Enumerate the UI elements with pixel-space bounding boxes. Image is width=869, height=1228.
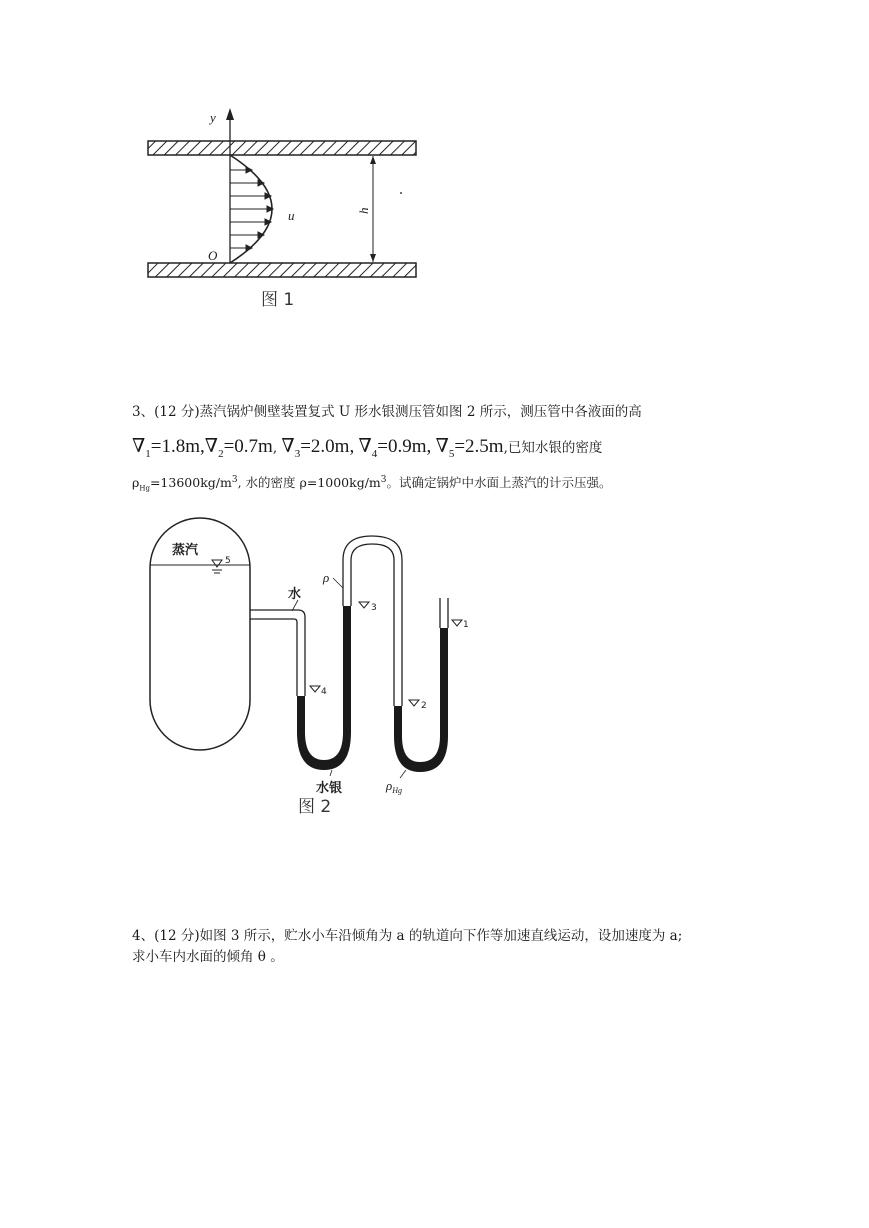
boiler [150,518,250,750]
axis-y-label: y [210,110,216,125]
mercury-label: 水银 [316,781,343,796]
level-2: $\nabla_2=0.7m$ [204,436,273,460]
rho-hg-label: $\rho_{Hg}$ [386,778,403,795]
svg-text:1: 1 [463,620,469,630]
svg-text:4: 4 [321,687,327,697]
figure-2-caption: 图 2 [298,797,332,817]
figure-1 [128,100,428,315]
level-5: $\nabla_5=2.5m$ [435,436,504,460]
top-wall [148,141,416,155]
level-3: $\nabla_3=2.0m$ [281,436,350,460]
question-3-line-2: $\nabla_1=1.8m,\nabla_2=0.7m$, $\nabla_3=2.0m$, $\nabla_4=0.9m$, $\nabla_5=2.5m$,已知水银的密度 [132,436,603,460]
velocity-label: u [288,208,295,223]
figure-1-caption: 图 1 [261,290,295,310]
svg-text:5: 5 [225,556,231,566]
velocity-arrows [230,167,273,251]
water-label: 水 [288,587,302,602]
rho-label: ρ [323,570,330,585]
origin-label: O [208,248,218,263]
question-4-line-2: 求小车内水面的倾角 θ 。 [132,949,284,965]
steam-label: 蒸汽 [172,543,199,558]
question-4-line-1: 4、(12 分)如图 3 所示，贮水小车沿倾角为 a 的轨道向下作等加速直线运动，设加速度为 a; [132,928,683,944]
level-4: $\nabla_4=0.9m$ [358,436,427,460]
svg-text:3: 3 [371,603,377,613]
figure-2 [140,510,480,822]
question-3-line-2-tail: ,已知水银的密度 [503,440,603,456]
bottom-wall [148,263,416,277]
question-3-line-1: 3、(12 分)蒸汽锅炉侧壁装置复式 U 形水银测压管如图 2 所示，测压管中各液面的高 [132,404,642,420]
question-3-line-3: $\rho_{Hg}=13600kg/m^3$, 水的密度 $\rho=1000kg/m^3$。试确定锅炉中水面上蒸汽的计示压强。 [132,475,612,493]
height-label: h [356,207,371,214]
level-1: $\nabla_1=1.8m$ [132,436,201,460]
svg-text:2: 2 [421,701,427,711]
